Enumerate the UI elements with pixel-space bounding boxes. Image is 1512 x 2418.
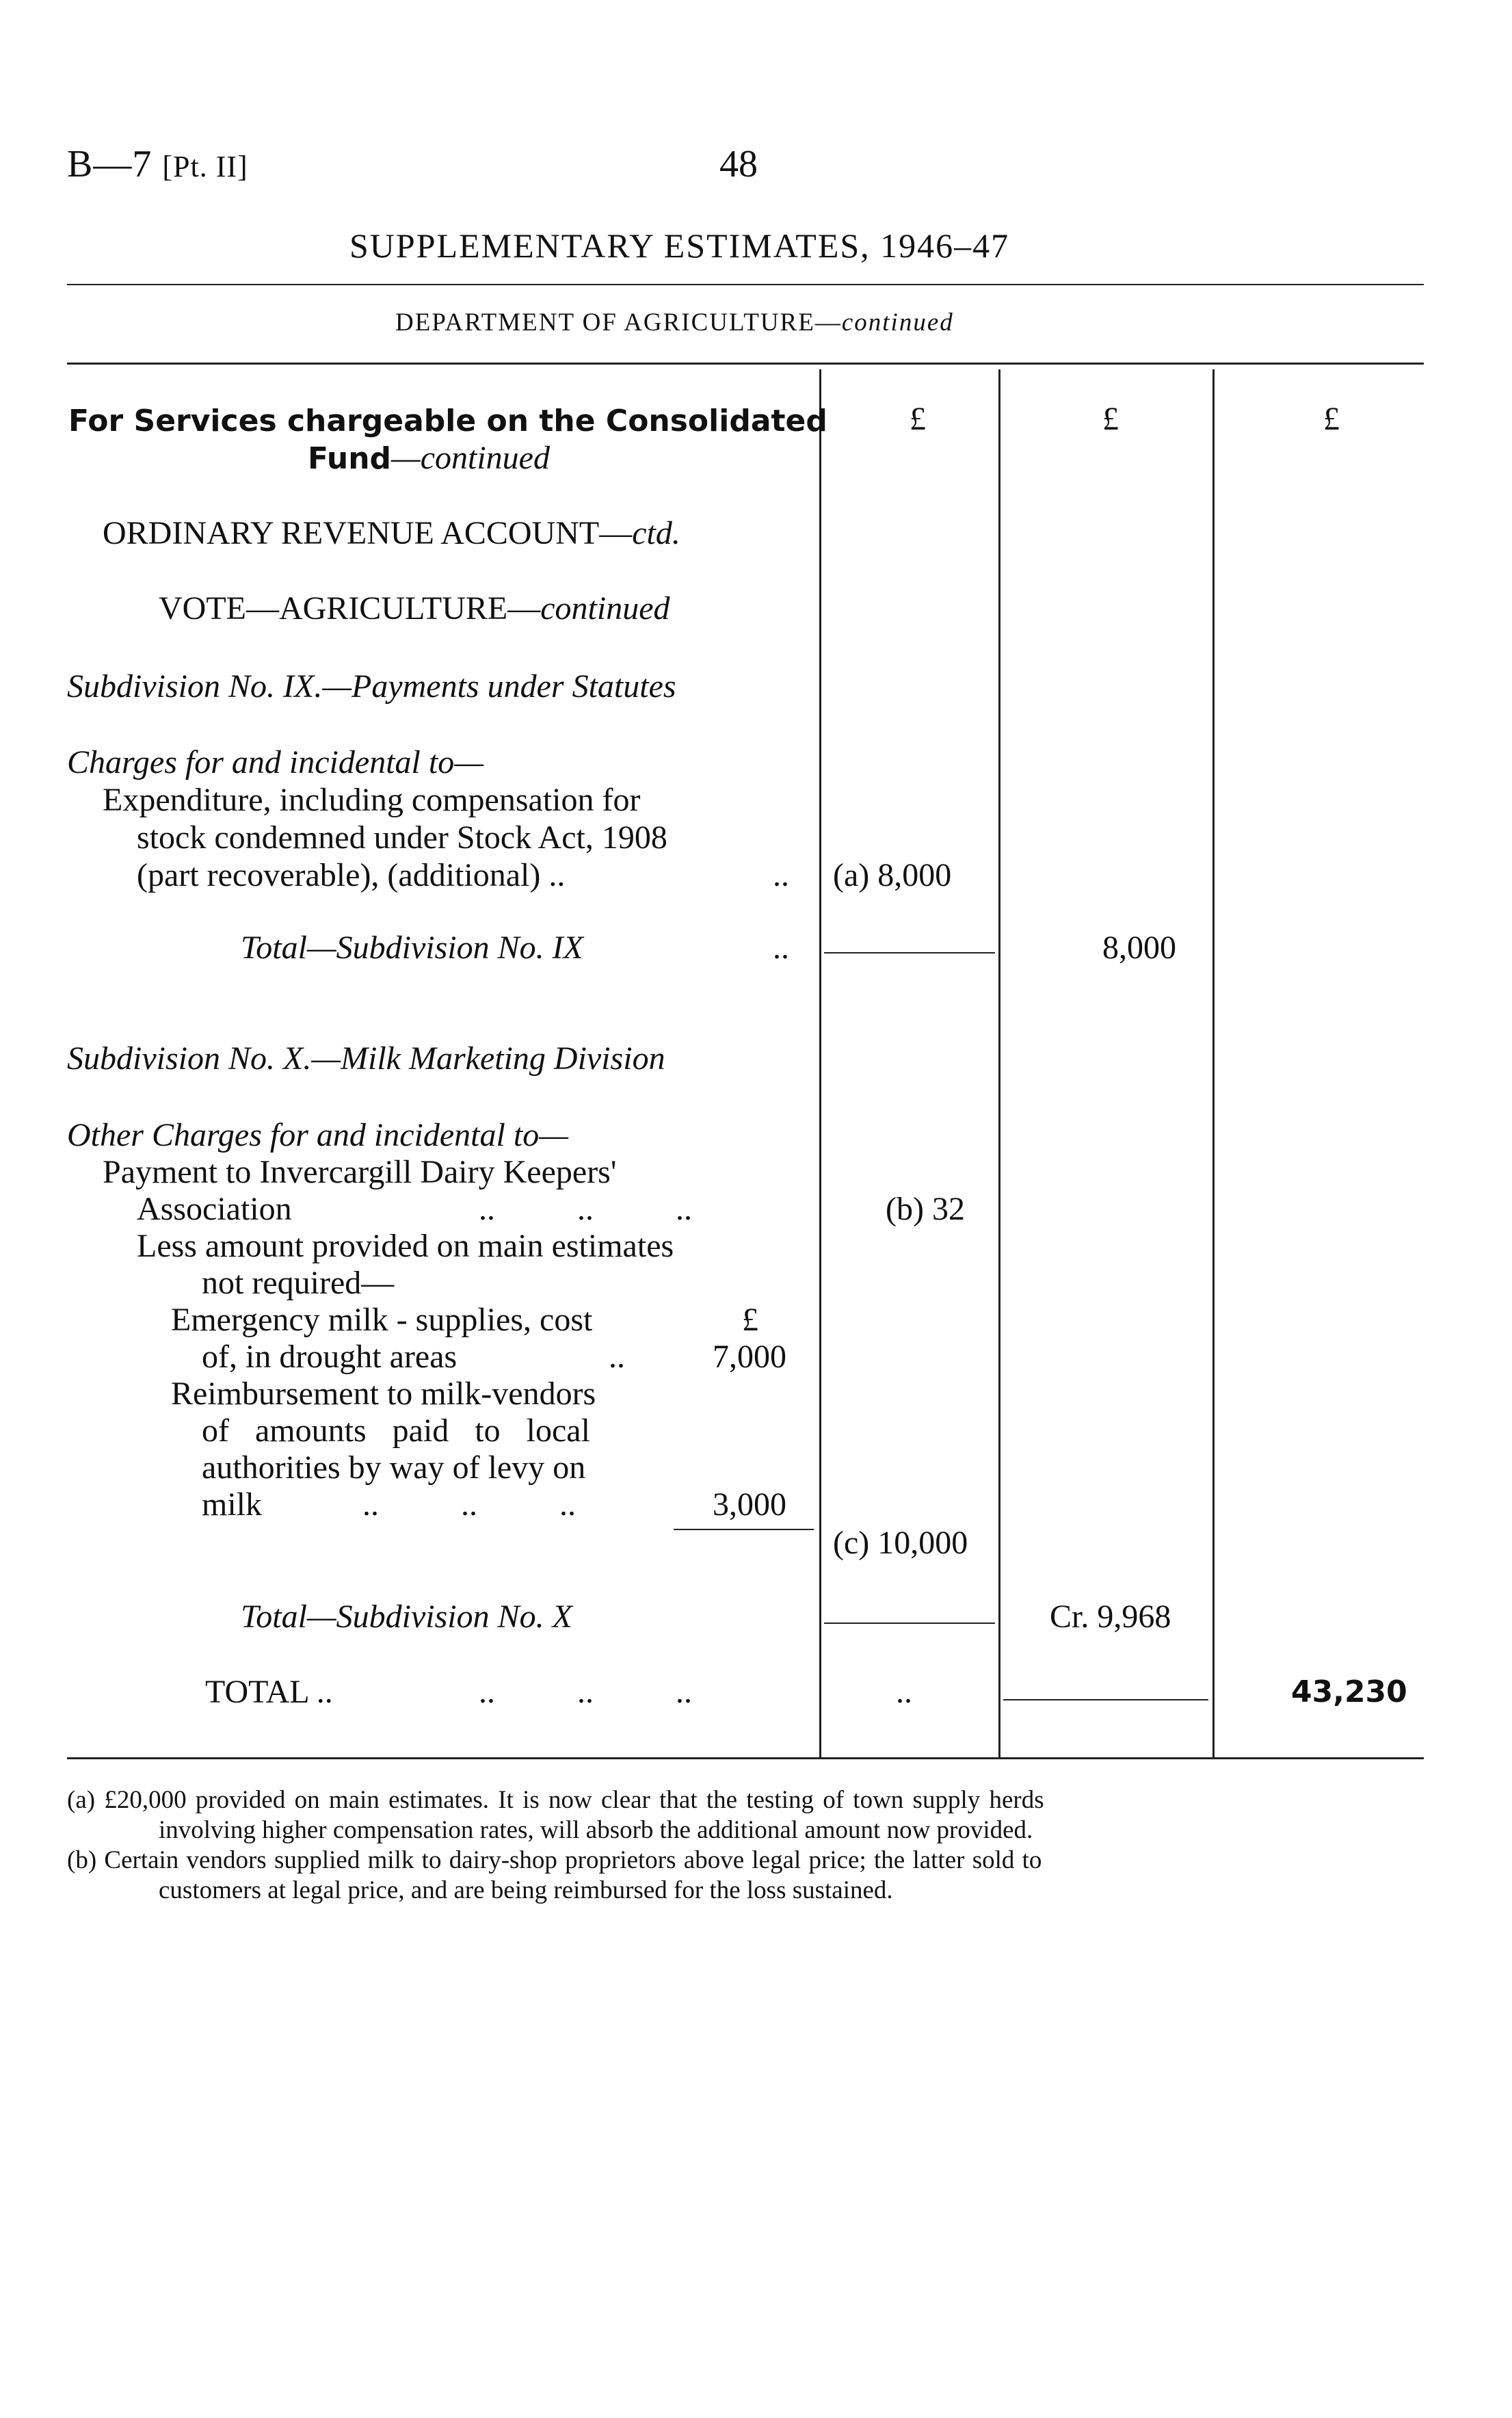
currency-col-3: £ — [1323, 401, 1340, 437]
table-heading-line2 — [308, 439, 550, 477]
sub9-total-leader: .. — [773, 930, 789, 966]
column-divider-1 — [819, 369, 821, 1758]
footnote-a-line1: (a) £20,000 provided on main estimates. It is now clear that the testing of town supply herds — [67, 1786, 1044, 1814]
account-ctd: ctd. — [632, 515, 680, 551]
currency-col-2: £ — [1102, 401, 1119, 437]
sub10-em-leader: .. — [609, 1339, 625, 1375]
sub10-charges-heading: Other Charges for and incidental to— — [67, 1117, 568, 1153]
column-divider-3 — [1212, 369, 1215, 1758]
vote-continued: continued — [540, 590, 670, 627]
subtitle-main: DEPARTMENT OF AGRICULTURE— — [395, 308, 842, 337]
sub10-em-amount: 7,000 — [713, 1339, 786, 1375]
title-rule — [67, 284, 1424, 285]
page-subtitle — [395, 308, 954, 337]
table-top-rule — [67, 363, 1424, 365]
sub10-less-total: (c) 10,000 — [833, 1525, 968, 1561]
grand-total-label: TOTAL .. — [205, 1674, 333, 1710]
footnote-b-line1: (b) Certain vendors supplied milk to dairy-shop proprietors above legal price; the latter sold to — [67, 1846, 1042, 1874]
sub9-total-label: Total—Subdivision No. IX — [241, 930, 583, 966]
sub10-subtotal-rule — [824, 1622, 995, 1624]
sub10-less-subtotal-rule — [674, 1529, 814, 1530]
sub10-reimb-line3: authorities by way of levy on — [202, 1449, 586, 1486]
vote-main: VOTE—AGRICULTURE— — [159, 590, 541, 627]
heading-fund: Fund — [308, 441, 392, 476]
header-code: B—7 — [67, 143, 152, 185]
sub10-reimb-amount: 3,000 — [713, 1486, 786, 1523]
page-title: SUPPLEMENTARY ESTIMATES, 1946–47 — [349, 226, 1010, 265]
sub10-em-line1: Emergency milk - supplies, cost — [171, 1302, 593, 1338]
grand-total-leaders: .. .. .. — [479, 1674, 692, 1710]
page-number: 48 — [719, 143, 758, 185]
footnote-a-line2: involving higher compensation rates, will absorb the additional amount now provided. — [159, 1816, 1033, 1844]
footnote-b-line2: customers at legal price, and are being reimbursed for the loss sustained. — [159, 1876, 893, 1904]
sub9-item-line3: (part recoverable), (additional) .. — [137, 857, 566, 893]
sub10-reimb-line2: of amounts paid to local — [202, 1412, 590, 1449]
sub10-em-line2: of, in drought areas — [202, 1339, 457, 1375]
account-main: ORDINARY REVENUE ACCOUNT— — [103, 515, 633, 551]
sub10-reimb-line1: Reimbursement to milk-vendors — [171, 1376, 596, 1412]
column-divider-2 — [998, 369, 1000, 1758]
sub9-charges-heading: Charges for and incidental to— — [67, 744, 483, 780]
grand-total-amount: 43,230 — [1291, 1674, 1407, 1709]
header-part: [Pt. II] — [162, 150, 248, 183]
sub9-item-amount: (a) 8,000 — [833, 857, 952, 893]
sub9-item-leader: .. — [773, 857, 789, 893]
sub10-total-amount — [1050, 1598, 1171, 1635]
sub10-item-amount: (b) 32 — [886, 1191, 965, 1227]
grand-total-rule — [1003, 1699, 1208, 1700]
sub10-less-line2: not required— — [202, 1265, 395, 1301]
sub10-total-value: Cr. 9,968 — [1050, 1599, 1171, 1635]
sub9-item-line1: Expenditure, including compensation for — [103, 782, 641, 818]
sub10-less-line1: Less amount provided on main estimates — [137, 1228, 674, 1264]
sub9-heading: Subdivision No. IX.—Payments under Statutes — [67, 668, 676, 705]
sub10-item-line2: Association — [137, 1191, 292, 1227]
sub9-total-amount: 8,000 — [1102, 930, 1176, 966]
sub10-em-pound: £ — [742, 1302, 758, 1338]
subtitle-continued: continued — [841, 308, 954, 337]
sub10-heading: Subdivision No. X.—Milk Marketing Division — [67, 1040, 665, 1077]
vote-heading — [159, 590, 670, 627]
grand-total-col1-leader: .. — [896, 1674, 912, 1710]
page-header-ref — [67, 142, 248, 186]
sub10-reimb-leaders: .. .. .. — [362, 1486, 576, 1523]
currency-col-1: £ — [910, 401, 926, 437]
sub9-item-line2: stock condemned under Stock Act, 1908 — [137, 819, 667, 856]
sub9-subtotal-rule — [824, 952, 995, 954]
table-heading-line1: For Services chargeable on the Consolidated — [68, 404, 827, 438]
sub10-item-line1: Payment to Invercargill Dairy Keepers' — [103, 1154, 617, 1190]
table-bottom-rule — [67, 1757, 1424, 1759]
account-heading — [103, 514, 680, 552]
sub10-item-leaders: .. .. .. — [479, 1191, 692, 1227]
sub10-total-label: Total—Subdivision No. X — [241, 1599, 572, 1635]
heading-continued: —continued — [391, 440, 550, 476]
sub10-reimb-line4: milk — [202, 1486, 263, 1523]
